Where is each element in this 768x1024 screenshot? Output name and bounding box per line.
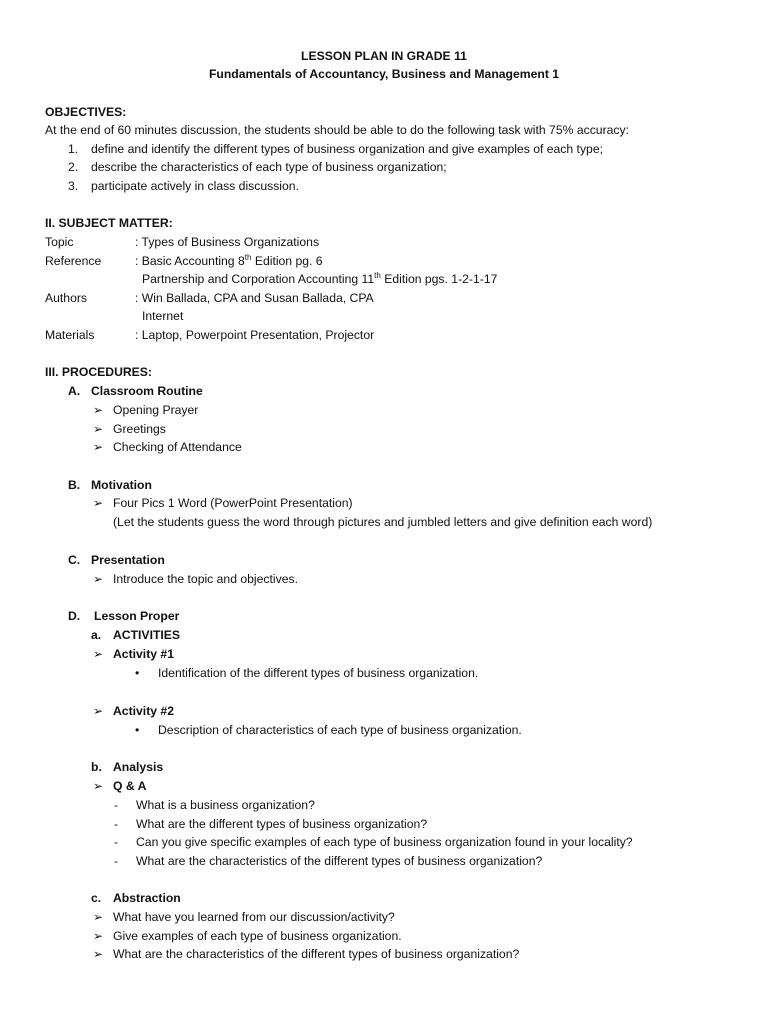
qa-item: Can you give specific examples of each type of business organization found in your locality? <box>136 835 633 849</box>
arrow-bullet-icon: ➢ <box>93 929 104 943</box>
lesson-proper-title: Lesson Proper <box>94 609 180 623</box>
arrow-bullet-icon: ➢ <box>93 440 104 454</box>
arrow-bullet-icon: ➢ <box>93 704 104 718</box>
topic-value: : Types of Business Organizations <box>135 235 320 249</box>
arrow-bullet-icon: ➢ <box>93 910 104 924</box>
classroom-routine-title: Classroom Routine <box>91 384 203 398</box>
objective-item: describe the characteristics of each type of business organization; <box>91 160 447 174</box>
section-letter: D. <box>68 609 81 623</box>
arrow-bullet-icon: ➢ <box>93 779 104 793</box>
section-letter: C. <box>68 553 81 567</box>
arrow-bullet-icon: ➢ <box>93 947 104 961</box>
routine-item: Opening Prayer <box>113 403 199 417</box>
presentation-title: Presentation <box>91 553 165 567</box>
objective-number: 1. <box>68 142 79 156</box>
topic-label: Topic <box>45 235 74 249</box>
arrow-bullet-icon: ➢ <box>93 647 104 661</box>
arrow-bullet-icon: ➢ <box>93 422 104 436</box>
activities-title: ACTIVITIES <box>113 628 181 642</box>
objective-number: 3. <box>68 179 79 193</box>
bullet-icon: • <box>135 723 140 737</box>
subsection-letter: b. <box>91 760 102 774</box>
activity-2-text: Description of characteristics of each type of business organization. <box>158 723 522 737</box>
qa-title: Q & A <box>113 779 147 793</box>
abstraction-item: Give examples of each type of business organization. <box>113 929 402 943</box>
motivation-title: Motivation <box>91 478 152 492</box>
procedures-heading: III. PROCEDURES: <box>45 365 152 379</box>
presentation-item: Introduce the topic and objectives. <box>113 572 298 586</box>
authors-extra: Internet <box>142 309 184 323</box>
qa-item: What are the different types of business organization? <box>136 817 428 831</box>
document-title: LESSON PLAN IN GRADE 11 <box>301 49 467 63</box>
subsection-letter: a. <box>91 628 102 642</box>
subsection-letter: c. <box>91 891 102 905</box>
motivation-note: (Let the students guess the word through pictures and jumbled letters and give definition each word) <box>113 515 653 529</box>
abstraction-item: What have you learned from our discussion/activity? <box>113 910 395 924</box>
abstraction-item: What are the characteristics of the different types of business organization? <box>113 947 520 961</box>
reference-label: Reference <box>45 254 102 268</box>
dash-icon: - <box>114 835 119 849</box>
section-letter: B. <box>68 478 81 492</box>
abstraction-title: Abstraction <box>113 891 181 905</box>
bullet-icon: • <box>135 666 140 680</box>
objective-number: 2. <box>68 160 79 174</box>
subject-matter-heading: II. SUBJECT MATTER: <box>45 216 173 230</box>
dash-icon: - <box>114 798 119 812</box>
qa-item: What is a business organization? <box>136 798 315 812</box>
materials-value: : Laptop, Powerpoint Presentation, Projector <box>135 328 375 342</box>
arrow-bullet-icon: ➢ <box>93 403 104 417</box>
activity-1-title: Activity #1 <box>113 647 174 661</box>
activity-1-text: Identification of the different types of business organization. <box>158 666 479 680</box>
qa-item: What are the characteristics of the different types of business organization? <box>136 854 543 868</box>
objective-item: define and identify the different types of business organization and give examples of each type; <box>91 142 603 156</box>
reference-line-1: : Basic Accounting 8th Edition pg. 6 <box>135 252 323 268</box>
activity-2-title: Activity #2 <box>113 704 174 718</box>
objectives-intro: At the end of 60 minutes discussion, the students should be able to do the following task with 75% accuracy: <box>45 123 629 137</box>
materials-label: Materials <box>45 328 95 342</box>
dash-icon: - <box>114 854 119 868</box>
dash-icon: - <box>114 817 119 831</box>
routine-item: Checking of Attendance <box>113 440 242 454</box>
analysis-title: Analysis <box>113 760 164 774</box>
routine-item: Greetings <box>113 422 166 436</box>
authors-label: Authors <box>45 291 88 305</box>
motivation-item: Four Pics 1 Word (PowerPoint Presentation) <box>113 496 353 510</box>
section-letter: A. <box>68 384 81 398</box>
document-subtitle: Fundamentals of Accountancy, Business and Management 1 <box>208 67 560 81</box>
arrow-bullet-icon: ➢ <box>93 572 104 586</box>
authors-value: : Win Ballada, CPA and Susan Ballada, CPA <box>135 291 374 305</box>
objective-item: participate actively in class discussion. <box>91 179 299 193</box>
objectives-heading: OBJECTIVES: <box>45 105 127 119</box>
reference-line-2: Partnership and Corporation Accounting 11th Edition pgs. 1-2-1-17 <box>142 270 498 286</box>
arrow-bullet-icon: ➢ <box>93 496 104 510</box>
